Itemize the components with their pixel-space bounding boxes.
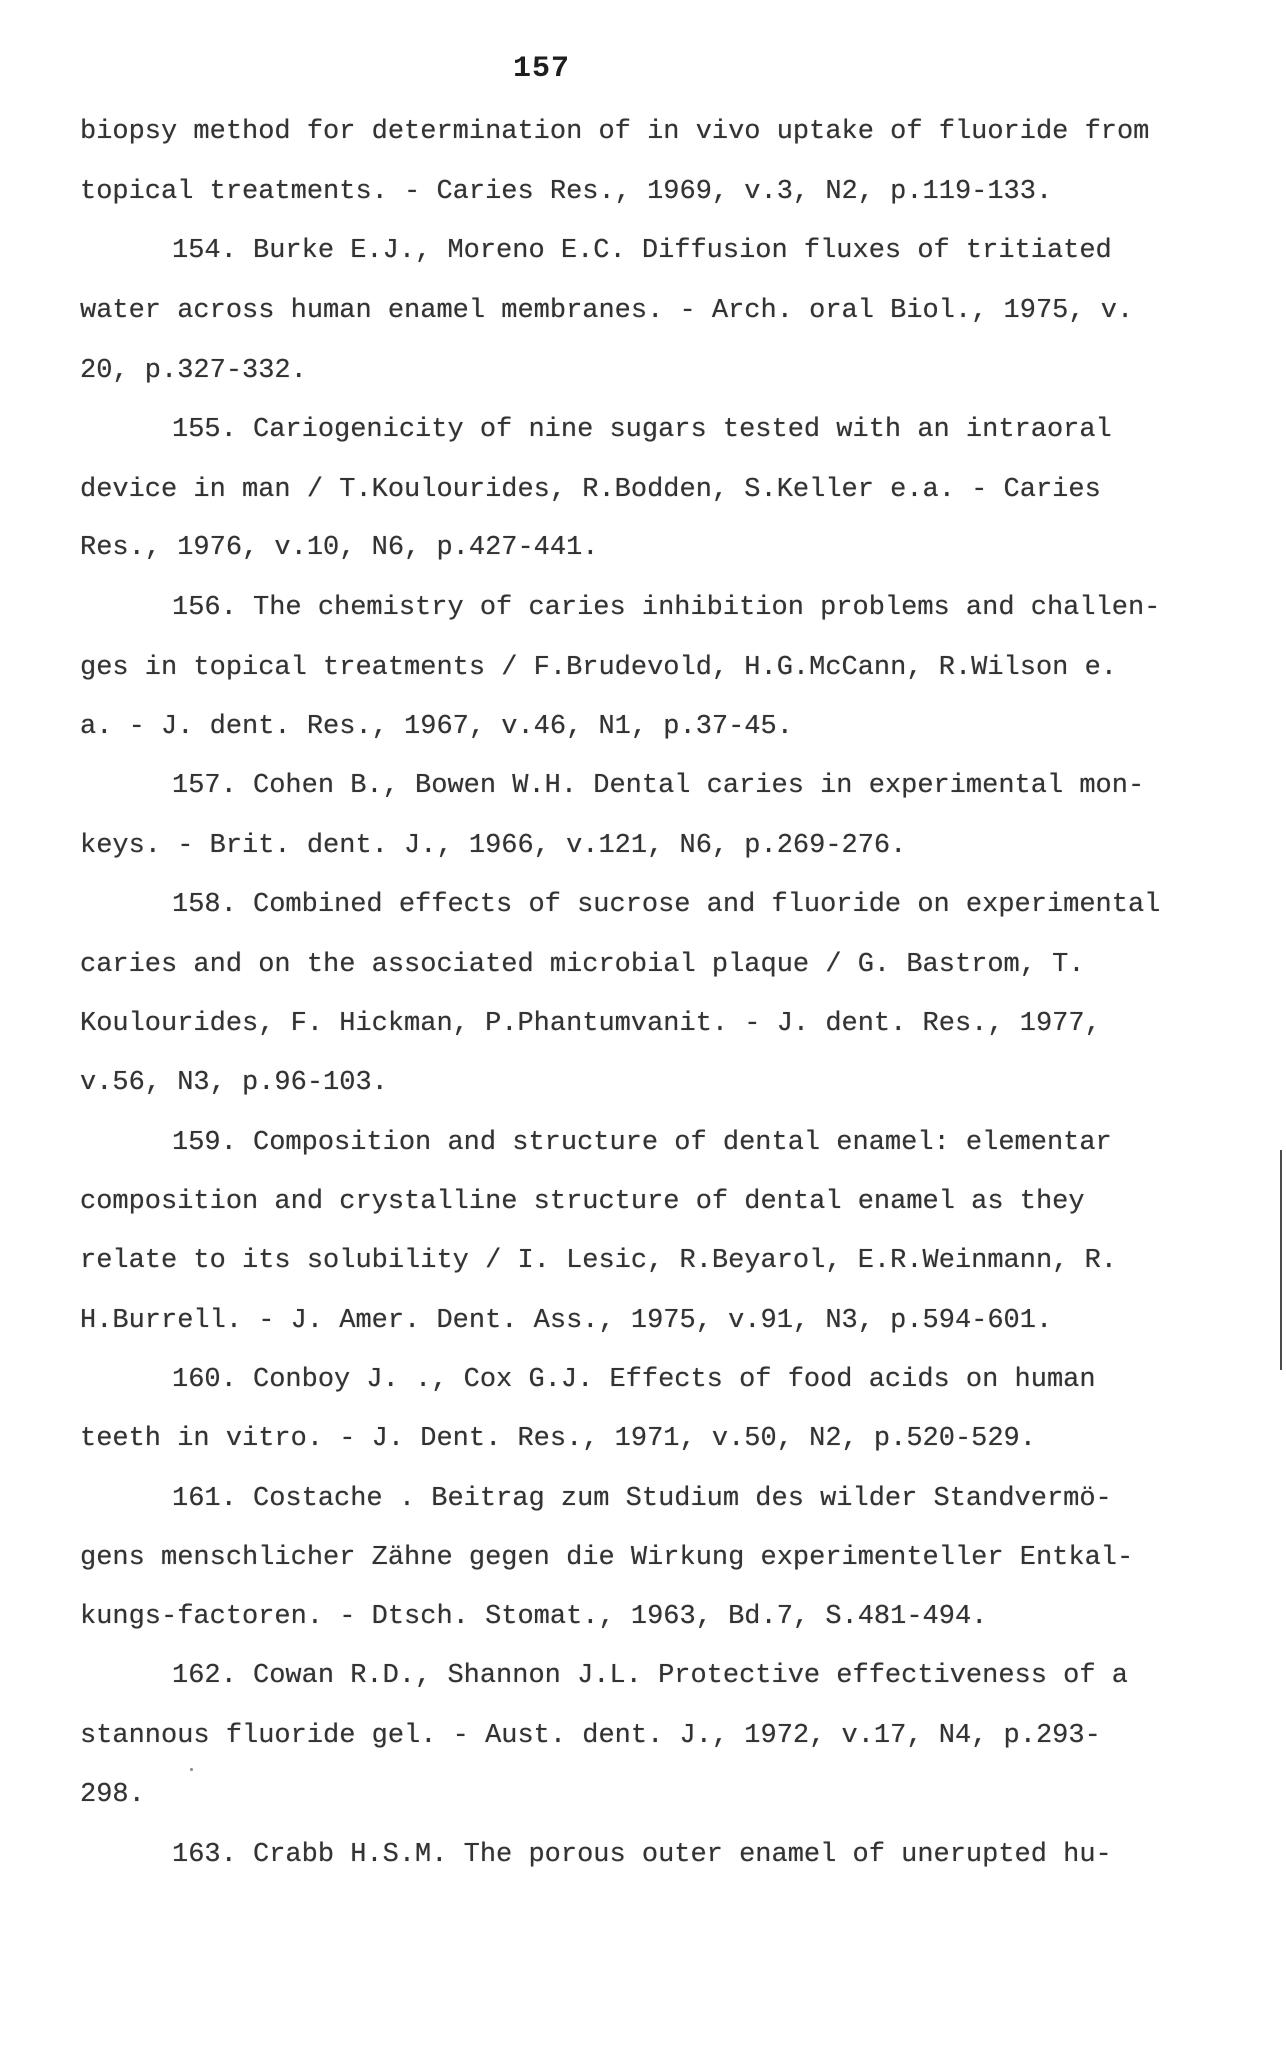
text-line: caries and on the associated microbial plaque / G. Bastrom, T. (80, 950, 1085, 980)
text-line: biopsy method for determination of in vivo uptake of fluoride from (80, 117, 1150, 147)
text-line: Koulourides, F. Hickman, P.Phantumvanit. - J. dent. Res., 1977, (80, 1009, 1101, 1039)
text-line: H.Burrell. - J. Amer. Dent. Ass., 1975, v.91, N3, p.594-601. (80, 1306, 1053, 1336)
reference-entry-163: 163. Crabb H.S.M. The porous outer enamel of unerupted hu- (172, 1840, 1112, 1870)
reference-entry-157: 157. Cohen B., Bowen W.H. Dental caries in experimental mon- (172, 771, 1145, 801)
margin-mark (1280, 1150, 1282, 1370)
text-line: composition and crystalline structure of dental enamel as they (80, 1187, 1085, 1217)
text-line: Res., 1976, v.10, N6, p.427-441. (80, 533, 599, 563)
reference-entry-160: 160. Conboy J. ., Cox G.J. Effects of food acids on human (172, 1365, 1096, 1395)
text-line: kungs-factoren. - Dtsch. Stomat., 1963, Bd.7, S.481-494. (80, 1602, 988, 1632)
text-line: gens menschlicher Zähne gegen die Wirkung experimenteller Entkal- (80, 1543, 1134, 1573)
text-line: device in man / T.Koulourides, R.Bodden, S.Keller e.a. - Caries (80, 475, 1101, 505)
text-line: stannous fluoride gel. - Aust. dent. J., 1972, v.17, N4, p.293- (80, 1721, 1101, 1751)
reference-entry-162: 162. Cowan R.D., Shannon J.L. Protective effectiveness of a (172, 1661, 1128, 1691)
reference-entry-155: 155. Cariogenicity of nine sugars tested with an intraoral (172, 415, 1112, 445)
text-line: keys. - Brit. dent. J., 1966, v.121, N6, p.269-276. (80, 831, 907, 861)
reference-entry-161: 161. Costache . Beitrag zum Studium des wilder Standvermö- (172, 1484, 1112, 1514)
scan-speck (190, 1768, 193, 1771)
text-line: teeth in vitro. - J. Dent. Res., 1971, v.50, N2, p.520-529. (80, 1424, 1036, 1454)
page-number: 157 (513, 52, 571, 86)
text-line: a. - J. dent. Res., 1967, v.46, N1, p.37-45. (80, 712, 793, 742)
text-line: 20, p.327-332. (80, 356, 307, 386)
text-line: relate to its solubility / I. Lesic, R.Beyarol, E.R.Weinmann, R. (80, 1246, 1117, 1276)
text-line: v.56, N3, p.96-103. (80, 1068, 388, 1098)
text-line: water across human enamel membranes. - Arch. oral Biol., 1975, v. (80, 296, 1134, 326)
reference-entry-156: 156. The chemistry of caries inhibition problems and challen- (172, 593, 1161, 623)
reference-entry-159: 159. Composition and structure of dental enamel: elementar (172, 1128, 1112, 1158)
reference-entry-158: 158. Combined effects of sucrose and fluoride on experimental (172, 890, 1161, 920)
reference-entry-154: 154. Burke E.J., Moreno E.C. Diffusion fluxes of tritiated (172, 236, 1112, 266)
text-line: ges in topical treatments / F.Brudevold, H.G.McCann, R.Wilson e. (80, 653, 1117, 683)
text-line: topical treatments. - Caries Res., 1969, v.3, N2, p.119-133. (80, 177, 1053, 207)
text-line: 298. (80, 1780, 145, 1810)
